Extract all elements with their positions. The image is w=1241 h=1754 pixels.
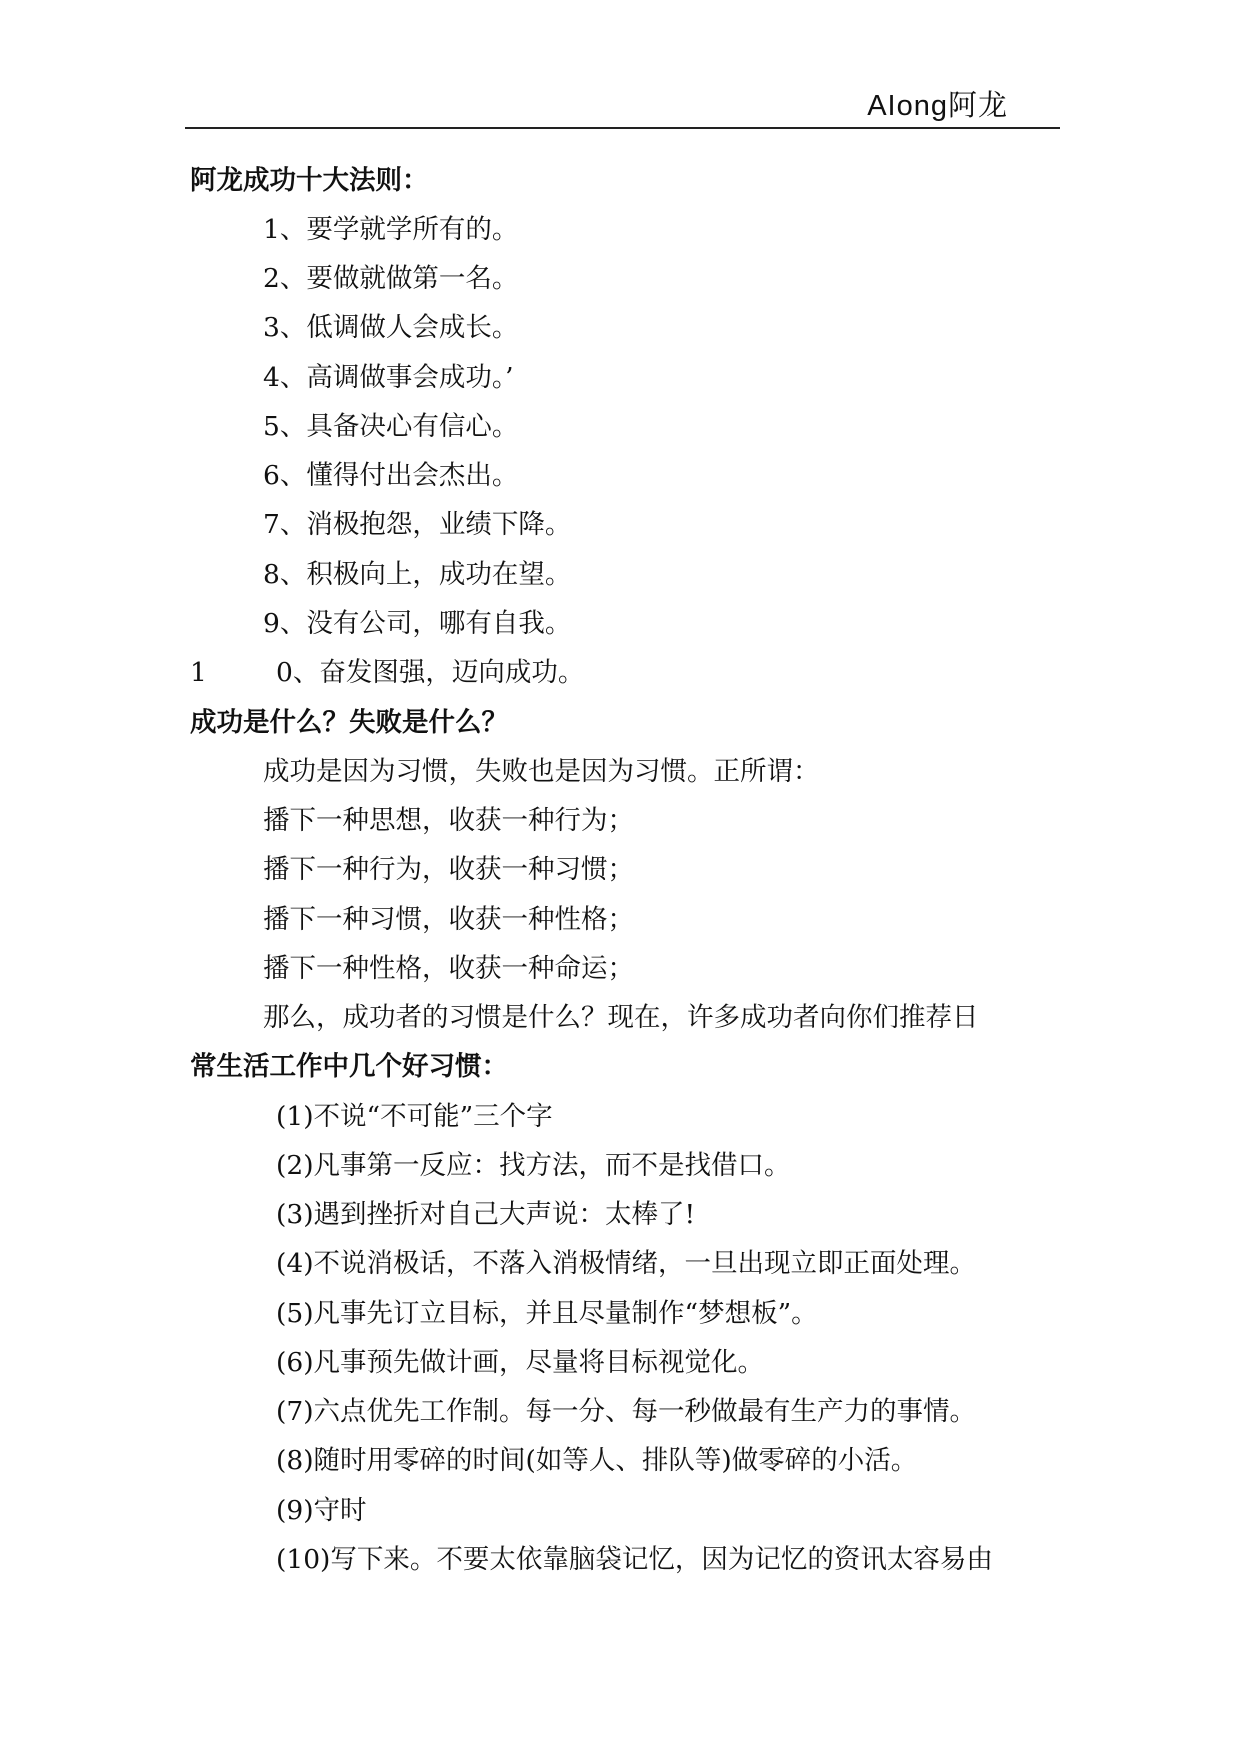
section-heading-success-failure: 成功是什么？失败是什么？ xyxy=(190,707,508,738)
habit-item: (9)守时 xyxy=(276,1495,367,1526)
rule-item: 1、要学就学所有的。 xyxy=(263,214,519,245)
habit-item: (5)凡事先订立目标，并且尽量制作“梦想板”。 xyxy=(276,1298,818,1329)
paragraph-line: 那么，成功者的习惯是什么？现在，许多成功者向你们推荐日 xyxy=(263,1002,979,1033)
rule-item: 9、没有公司，哪有自我。 xyxy=(263,608,572,639)
rule-item: 4、高调做事会成功。’ xyxy=(263,362,514,393)
habit-item: (3)遇到挫折对自己大声说：太棒了! xyxy=(276,1199,696,1230)
rule-item: 7、消极抱怨，业绩下降。 xyxy=(263,509,572,540)
paragraph-line: 播下一种行为，收获一种习惯； xyxy=(263,854,634,885)
habit-item: (4)不说消极话，不落入消极情绪，一旦出现立即正面处理。 xyxy=(276,1248,977,1279)
section-heading-good-habits: 常生活工作中几个好习惯： xyxy=(190,1051,508,1082)
section-heading-ten-rules: 阿龙成功十大法则： xyxy=(190,165,429,196)
rule-item: 3、低调做人会成长。 xyxy=(263,312,519,343)
rule-item-10-number: 1 xyxy=(190,657,207,688)
paragraph-line: 播下一种习惯，收获一种性格； xyxy=(263,904,634,935)
habit-item: (7)六点优先工作制。每一分、每一秒做最有生产力的事情。 xyxy=(276,1396,977,1427)
habit-item: (8)随时用零碎的时间(如等人、排队等)做零碎的小活。 xyxy=(276,1445,918,1476)
habit-item: (10)写下来。不要太依靠脑袋记忆，因为记忆的资讯太容易由 xyxy=(276,1544,993,1575)
rule-item: 8、积极向上，成功在望。 xyxy=(263,559,572,590)
rule-item: 5、具备决心有信心。 xyxy=(263,411,519,442)
rule-item-10-text: 0、奋发图强，迈向成功。 xyxy=(276,657,585,688)
rule-item: 2、要做就做第一名。 xyxy=(263,263,519,294)
habit-item: (6)凡事预先做计画，尽量将目标视觉化。 xyxy=(276,1347,765,1378)
habit-item: (2)凡事第一反应：找方法，而不是找借口。 xyxy=(276,1150,791,1181)
paragraph-line: 成功是因为习惯，失败也是因为习惯。正所谓： xyxy=(263,756,820,787)
header-divider xyxy=(185,127,1060,129)
rule-item: 6、懂得付出会杰出。 xyxy=(263,460,519,491)
paragraph-line: 播下一种思想，收获一种行为； xyxy=(263,805,634,836)
habit-item: (1)不说“不可能”三个字 xyxy=(276,1101,553,1132)
paragraph-line: 播下一种性格，收获一种命运； xyxy=(263,953,634,984)
header-title: AIong阿龙 xyxy=(867,90,1008,122)
